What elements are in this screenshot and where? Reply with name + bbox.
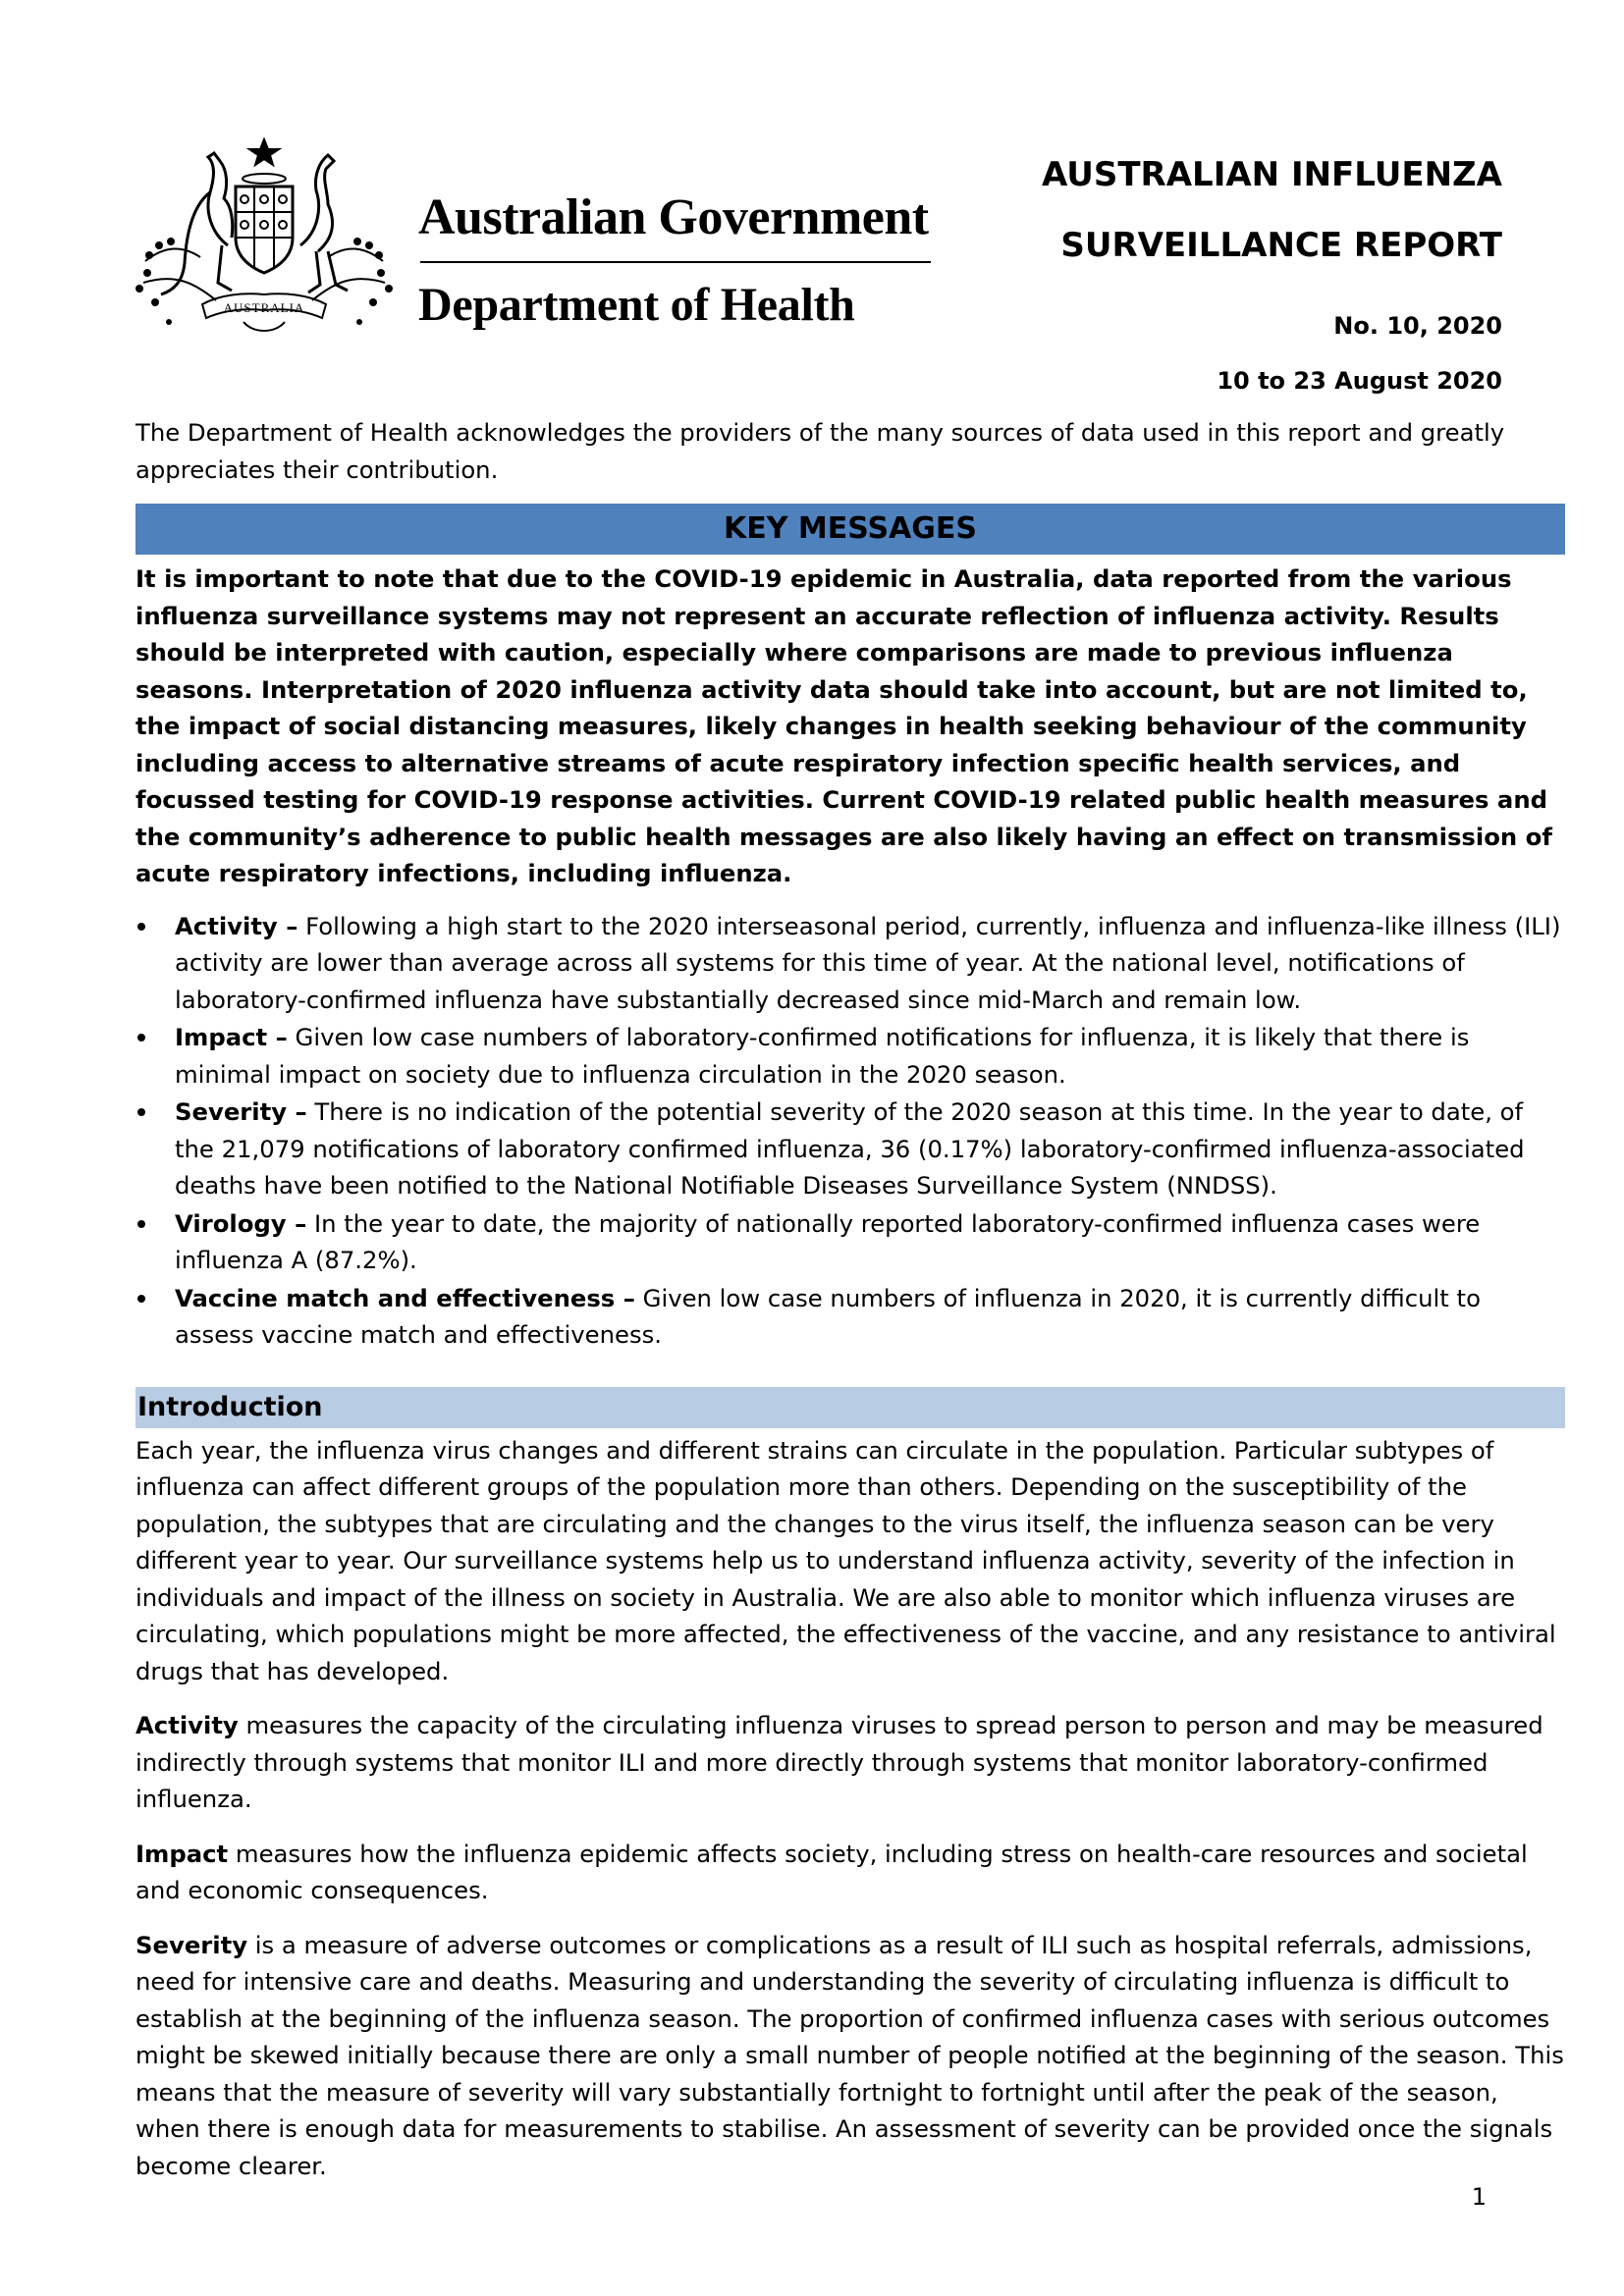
- coat-of-arms-logo: [126, 135, 403, 340]
- report-number: No. 10, 2020: [1333, 312, 1502, 340]
- bullet-term: Severity –: [175, 1097, 307, 1126]
- list-item: [135, 1094, 1565, 1204]
- bullet-icon: [137, 1295, 145, 1303]
- list-item: [135, 1205, 1565, 1279]
- key-messages-intro: It is important to note that due to the COVID-19 epidemic in Australia, data reported from the various influenza surveillance systems may not represent an accurate reflection of influenza activity. Results should be interpreted with caution, especially where comparisons are made to previous influenza seasons. Interpretation of 2020 influenza activity data should take into account, but are not limited to, the impact of social distancing measures, likely changes in health seeking behaviour of the community including access to alternative streams of acute respiratory infection specific health services, and focussed testing for COVID-19 response activities. Current COVID-19 related public health measures and the community’s adherence to public health messages are also likely having an effect on transmission of acute respiratory infections, including influenza.: [135, 564, 1552, 887]
- government-name: Australian Government: [418, 189, 929, 245]
- bullet-text: In the year to date, the majority of nationally reported laboratory-confirmed influenza cases were influenza A (87.2%).: [175, 1208, 1481, 1274]
- report-body: [135, 414, 1565, 2202]
- list-item: [135, 908, 1565, 1019]
- activity-text: measures the capacity of the circulating influenza viruses to spread person to person and may be measured indirectly through systems that monitor ILI and more directly through systems that monitor laboratory-confirmed influenza.: [135, 1711, 1543, 1813]
- impact-paragraph: [135, 1836, 1565, 1909]
- bullet-term: Impact –: [175, 1023, 288, 1051]
- bullet-text: Following a high start to the 2020 interseasonal period, currently, influenza and influenza-like illness (ILI) activity are lower than average across all systems for this time of year. At the national level, notifications of laboratory-confirmed influenza have substantially decreased since mid-March and remain low.: [175, 911, 1561, 1014]
- key-messages-heading: KEY MESSAGES: [135, 504, 1565, 555]
- bullet-text: Given low case numbers of influenza in 2020, it is currently difficult to assess vaccine match and effectiveness.: [175, 1283, 1481, 1349]
- introduction-heading: Introduction: [135, 1387, 1565, 1428]
- report-title: AUSTRALIAN INFLUENZA SURVEILLANCE REPORT: [1041, 155, 1502, 265]
- department-name: Department of Health: [418, 279, 855, 331]
- bullet-icon: [137, 1108, 145, 1116]
- bullet-term: Vaccine match and effectiveness –: [175, 1283, 635, 1312]
- severity-term: Severity: [135, 1930, 248, 1959]
- bullet-icon: [137, 923, 145, 931]
- list-item: [135, 1019, 1565, 1093]
- impact-text: measures how the influenza epidemic affects society, including stress on health-care resources and societal and economic consequences.: [135, 1839, 1528, 1904]
- header-divider: [420, 261, 931, 263]
- impact-term: Impact: [135, 1839, 229, 1868]
- bullet-term: Activity –: [175, 911, 298, 940]
- severity-text: is a measure of adverse outcomes or complications as a result of ILI such as hospital referrals, admissions, need for intensive care and deaths. Measuring and understanding the severity of circulating influenza is difficult to establish at the beginning of the influenza season. The proportion of confirmed influenza cases with serious outcomes might be skewed initially because there are only a small number of people notified at the beginning of the season. This means that the measure of severity will vary substantially fortnight to fortnight until after the peak of the season, when there is enough data for measurements to stabilise. An assessment of severity can be provided once the signals become clearer.: [135, 1930, 1564, 2180]
- bullet-icon: [137, 1034, 145, 1041]
- activity-paragraph: [135, 1707, 1565, 1818]
- introduction-paragraph: Each year, the influenza virus changes and different strains can circulate in the population. Particular subtypes of influenza can affect different groups of the population more than others. Depending on the susceptibility of the population, the subtypes that are circulating and the changes to the virus itself, the influenza season can be very different year to year. Our surveillance systems help us to understand influenza activity, severity of the infection in individuals and impact of the illness on society in Australia. We are also able to monitor which influenza viruses are circulating, which populations might be more affected, the effectiveness of the vaccine, and any resistance to antiviral drugs that has developed.: [135, 1435, 1556, 1685]
- bullet-icon: [137, 1220, 145, 1228]
- activity-term: Activity: [135, 1711, 239, 1739]
- svg-text:AUSTRALIA: AUSTRALIA: [223, 300, 305, 315]
- acknowledgement-text: The Department of Health acknowledges the providers of the many sources of data used in this report and greatly appreciates their contribution.: [135, 418, 1505, 484]
- severity-paragraph: [135, 1927, 1565, 2185]
- bullet-text: Given low case numbers of laboratory-confirmed notifications for influenza, it is likely that there is minimal impact on society due to influenza circulation in the 2020 season.: [175, 1023, 1470, 1089]
- list-item: [135, 1280, 1565, 1354]
- bullet-term: Virology –: [175, 1208, 307, 1238]
- report-dates: 10 to 23 August 2020: [1217, 367, 1502, 395]
- page-number: 1: [1471, 2183, 1487, 2211]
- key-messages-list: [135, 908, 1565, 1354]
- bullet-text: There is no indication of the potential severity of the 2020 season at this time. In the year to date, of the 21,079 notifications of laboratory confirmed influenza, 36 (0.17%) laboratory-confirmed influenza-associated deaths have been notified to the National Notifiable Diseases Surveillance System (NNDSS).: [175, 1097, 1525, 1200]
